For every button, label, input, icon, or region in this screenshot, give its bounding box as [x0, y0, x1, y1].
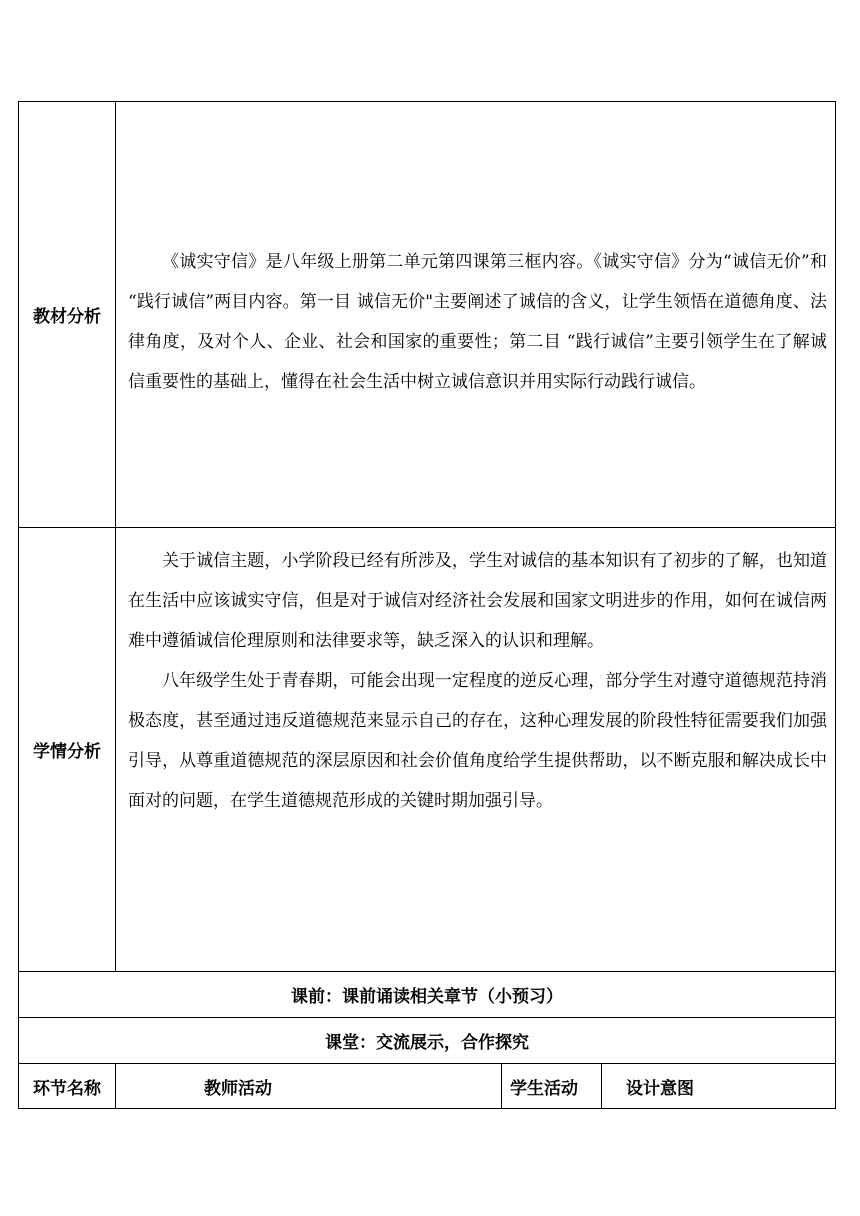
column-header-row — [19, 1064, 836, 1109]
pre-class-row — [19, 972, 836, 1018]
column-header-student: 学生活动 — [502, 1064, 602, 1109]
textbook-analysis-content — [116, 102, 836, 528]
lesson-plan-table — [18, 101, 836, 1109]
column-header-stage: 环节名称 — [19, 1064, 116, 1109]
student-analysis-content — [116, 528, 836, 972]
student-analysis-row — [19, 528, 836, 972]
in-class-row — [19, 1018, 836, 1064]
column-header-teacher: 教师活动 — [116, 1064, 502, 1109]
column-header-design: 设计意图 — [602, 1064, 836, 1109]
in-class-banner: 课堂：交流展示，合作探究 — [19, 1018, 836, 1064]
textbook-analysis-label: 教材分析 — [19, 102, 116, 528]
student-paragraph-2: 八年级学生处于青春期，可能会出现一定程度的逆反心理，部分学生对遵守道德规范持消极态度，甚至通过违反道德规范来显示自己的存在，这种心理发展的阶段性特征需要我们加强引导，从尊重道德规范的深层原因和社会价值角度给学生提供帮助，以不断克服和解决成长中面对的问题，在学生道德规范形成的关键时期加强引导。 — [128, 671, 827, 811]
student-paragraph-1: 关于诚信主题，小学阶段已经有所涉及，学生对诚信的基本知识有了初步的了解，也知道在生活中应该诚实守信，但是对于诚信对经济社会发展和国家文明进步的作用，如何在诚信两难中遵循诚信伦理原则和法律要求等，缺乏深入的认识和理解。 — [128, 551, 827, 651]
pre-class-banner: 课前：课前诵读相关章节（小预习） — [19, 972, 836, 1018]
student-analysis-label: 学情分析 — [19, 528, 116, 972]
textbook-analysis-row — [19, 102, 836, 528]
textbook-paragraph-1: 《诚实守信》是八年级上册第二单元第四课第三框内容。《诚实守信》分为“诚信无价”和 “践行诚信”两目内容。第一目 诚信无价"主要阐述了诚信的含义，让学生领悟在道德角度、法律角度，及对个人、企业、社会和国家的重要性；第二目 “践行诚信”主要引领学生在了解诚信重要性的基础上，懂得在社会生活中树立诚信意识并用实际行动践行诚信。 — [128, 251, 827, 392]
